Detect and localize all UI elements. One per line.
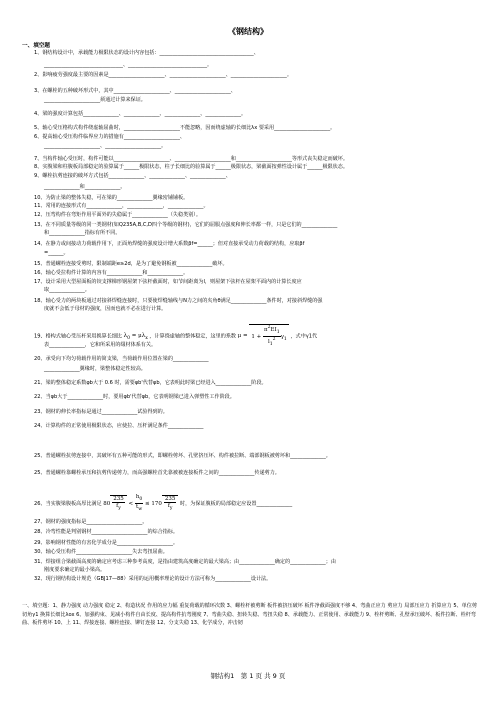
- lines-line: 取______________。: [44, 287, 90, 293]
- lines3-line: 30、轴心受压构件______________________失去弯扭屈曲。: [34, 549, 168, 555]
- lines-line: 10、为防止梁的整体失稳，可在梁的______________翼缘密铺铺板。: [34, 195, 189, 201]
- lines-line: 3、在螺栓的五种破坏形式中，其中______________________、______________________、: [34, 88, 236, 94]
- lines-line: 9、螺栓抗剪连接的破坏方式包括______________、______________、______________、: [34, 173, 231, 179]
- lines-line: 12、压弯构件在弯矩作用平面外的失稳属于______________（失稳类别）。: [34, 212, 201, 218]
- lines-line: ______________________、______________________。: [44, 143, 167, 149]
- lines3-line: 27、钢材的强度指标是______________________。: [34, 519, 148, 525]
- question-26: 26、当实腹梁腹板高厚比满足 80 $\frac{235}{f_y}$ < $\frac{h_0}{t_w}$ ≤ 170 $\frac{235}{f_y}$ 时，为保证腹板的局部稳定应设置______________: [34, 494, 293, 513]
- lines-line: 度就不会低于母材的强度，因而也就不必在进行计算。: [44, 306, 167, 312]
- question-25b: 25、普通螺栓靠螺栓承压和抗剪传递剪力，而高强螺栓首先靠被被连接板件之间的______________传递剪力。: [34, 470, 280, 476]
- lines3-line: 28、冷弯性能是判别钢材______________________的综合指标。: [34, 529, 179, 535]
- lines-line: 16、轴心受拉构件计算的内容有______________和______________。: [34, 270, 189, 276]
- lines-line: ______________________须通过计算来保证。: [44, 97, 146, 103]
- lines-line: 17、设计采用大型屋面板的铰支撑梯形钢屋架下弦杆截面时，如节间距离为l，则屋架下弦杆在屋架平面内的计算长度应: [34, 279, 302, 285]
- lines-line: _______________________________、_______________________________。: [44, 62, 213, 68]
- lines-line: 7、当构件轴心受压时，构件可能以______________________、______________________和______________________等形式丧失稳定而破坏。: [34, 156, 348, 162]
- lines2-line: 22、当φb大于______________时，要用φb'代替φb，它表明钢梁已进入弹塑性工作阶段。: [34, 394, 235, 400]
- lines3-line: 29、影响钢材性能的有害化学成分是______________________。: [34, 540, 179, 546]
- lines2-line: 24、计算构件的正常使用极限状态，应使拉、压杆满足条件______________: [34, 423, 204, 429]
- lines-line: 15、普通螺栓连接受剪时，限制端距e≥2d，是为了避免钢板被______________破坏。: [34, 261, 228, 267]
- lines-line: 11、常用的连接形式有______________，______________，______________。: [34, 203, 209, 209]
- lines2-line: 20、承受向下均匀荷载作用的简支梁，当荷载作用位置在梁的______________: [34, 356, 209, 362]
- section-heading: 一、填空题: [22, 43, 50, 49]
- lines-line: 13、在不同质量等级的同一类钢材(如Q235A,B,C,D四个等级的钢材)，它们的屈服点强度和伸长率都一样，只是它们的______________: [34, 222, 338, 228]
- lines-line: ______________和______________。: [44, 184, 126, 190]
- formula-mu: μ = 1 + $\frac{\pi^2EI_1}{l_1^2}$ $\gamma_1$: [237, 325, 287, 347]
- lines3-line: 31、焊接组合梁截面高度的确定应考虑三种参考高度，是指由建筑高度确定的最大梁高；由______________确定的______________；由: [34, 559, 336, 565]
- lines-line: 5、轴心受压格构式构件绕虚轴屈曲时，______________________不能忽略，因而绕虚轴的长细比λx 要采用______________________。: [34, 125, 336, 131]
- lines-line: 8、实腹梁和柱腹板局部稳定的验算属于______极限状态，柱子长细比的验算属于______极限状态，梁截面按弹性设计属于______极限状态。: [34, 164, 348, 170]
- lines-line: 2、影响疲劳强度最主要的因素是______________________、______________________、______________________。: [34, 72, 292, 78]
- formula-web-ratio: 80 $\frac{235}{f_y}$ < $\frac{h_0}{t_w}$ ≤ 170 $\frac{235}{f_y}$: [103, 501, 178, 507]
- question-19-cont: 表______________，它和所采用的缀材体系有关。: [44, 342, 157, 348]
- lines3-line: 刚度要求确定的最小梁高。: [44, 567, 106, 573]
- lines-line: 14、在静力或间接动力荷载作用下，正面角焊缝的强度设计增大系数βf=______；但对直接承受动力荷载的结构，应取βf: [34, 241, 305, 247]
- page-footer: 钢结构1 第 1 页 共 9 页: [210, 672, 286, 680]
- lines-line: 4、梁的强度计算包括______________、______________、______________、______________。: [34, 111, 247, 117]
- question-19: 19、格构式轴心受压杆采用换算长细比 $\lambda_0 = \mu\lambda_x$ ，计算绕虚轴的整体稳定，这里的系数 μ = 1 + $\frac{\pi^2EI_1}{l_1^2}$ $\gamma_1$ ，式中γ1代: [34, 325, 318, 347]
- lines-line: 和______________指标有所不同。: [44, 230, 121, 236]
- formula-lambda: $\lambda_0 = \mu\lambda_x$: [123, 333, 148, 342]
- lines-line: =______。: [44, 250, 69, 256]
- lines2-line: 23、钢材的伸长率指标是通过______________试验得到的。: [34, 409, 168, 415]
- lines3-line: 32、现行钢结构设计规范（GBJ17—88）采用的运用概率理论的设计方法可称为______________设计法。: [34, 576, 272, 582]
- document-title: 《钢结构》: [228, 27, 268, 36]
- lines2-line: 25、普通螺栓抗剪连接中，其破坏有五种可能的形式，即螺栓剪坏、孔壁挤压坏、构件被拉断、端部钢板被剪坏和______________。: [34, 453, 331, 459]
- answer-key: 一、填空题：1、静力强度 动力强度 稳定 2、构造状况 作用的应力幅 重复荷载的循环次数 3、螺栓杆被剪断 板件被挤压破坏 板件净截面强度不够 4、弯曲正应力 剪应力 局部压应力 折算应力 5、单位剪切角γ1 换算长细比λox 6、加强约束、见减小构件自由长度、提高构件抗弯刚度 7、弯曲失稳、扭转失稳、弯扭失稳 8、承载能力、正常使用、承载能力 9、栓杆剪断、孔壁承压破坏、板件拉断、栓杆弯曲、板件剪坏 10、上 11、焊接连接、螺栓连接、铆钉连接 12、分支失稳 13、化学成分，冲击韧: [22, 603, 477, 627]
- lines2-line: 21、梁的整体稳定系数φb大于 0.6 时，需要φb'代替φb，它表明此时梁已经进入______________阶段。: [34, 380, 267, 386]
- lines-line: 6、提高轴心受压构件临界应力的措施有______________________、: [34, 134, 185, 140]
- lines-line: 18、轴心受力的两块板通过对接斜焊缝连接时，只要使焊缝轴线与N力之间的夹角θ满足______________条件时，对接斜焊缝的强: [34, 298, 323, 304]
- lines2-line: ______________翼缘时，梁整体稳定性较高。: [44, 366, 146, 372]
- lines-line: 1、钢结构设计中，承载能力极限状态的设计内容包括：_____________________________________、: [34, 50, 259, 56]
